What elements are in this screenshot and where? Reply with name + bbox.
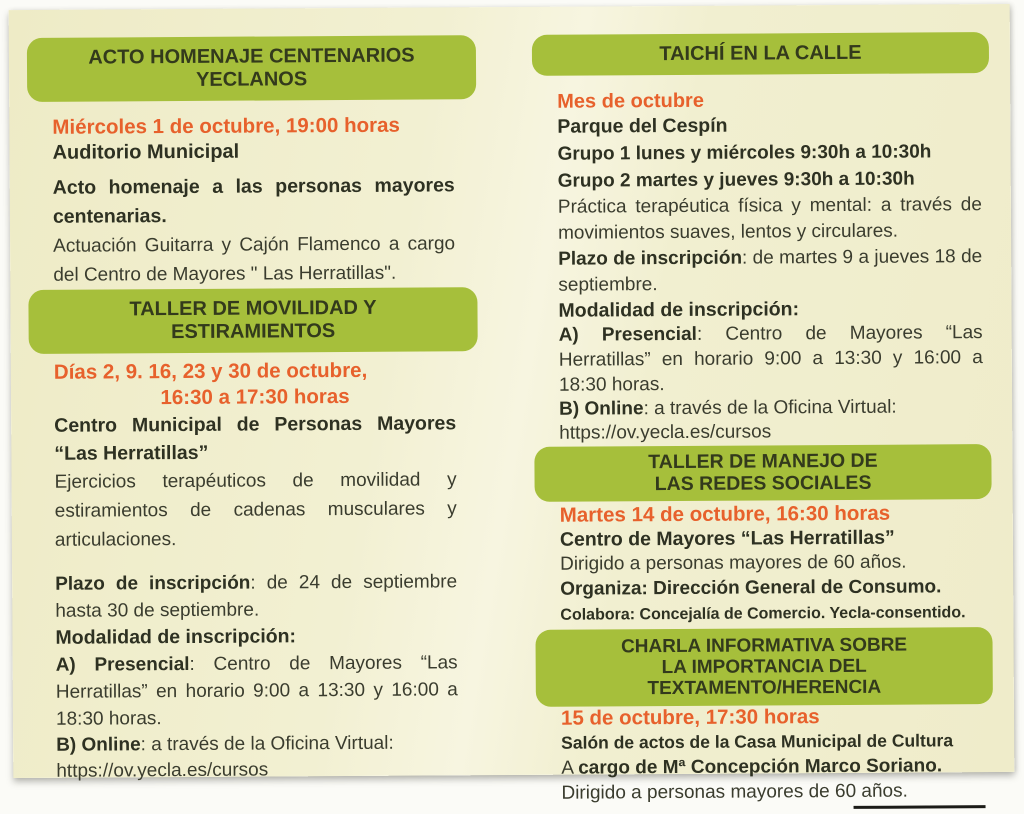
redes-location: Centro de Mayores “Las Herratillas” [559, 526, 895, 551]
left-column [27, 7, 481, 784]
section-header-taller-movilidad [28, 287, 477, 354]
redes-organiza: Organiza: Dirección General de Consumo. [560, 576, 942, 600]
charla-location: Salón de actos de la Casa Municipal de Cultura [561, 730, 954, 753]
taller-option-a-text: : Centro de Mayores “Las Herratillas” en horario 9:00 a 13:30 y 16:00 a 18:30 horas. [55, 652, 458, 730]
taller-option-a [31, 649, 480, 733]
header-line: TALLER DE MOVILIDAD Y [129, 296, 377, 321]
taichi-url: https://ov.yecla.es/cursos [559, 421, 772, 444]
header-line: YECLANOS [195, 68, 308, 91]
taichi-option-b-text: : a través de la Oficina Virtual: [643, 396, 897, 420]
taller-url: https://ov.yecla.es/cursos [56, 759, 269, 782]
section-header-acto-homenaje [27, 35, 476, 102]
taichi-option-a [534, 320, 991, 398]
charla-speaker [536, 753, 993, 781]
header-line: CHARLA INFORMATIVA SOBRE [620, 634, 908, 658]
taichi-description: Práctica terapéutica física y mental: a través de movimientos suaves, lentos y circulares. [557, 194, 982, 244]
redes-colabora: Colabora: Concejalía de Comercio. Yecla-consentido. [560, 604, 966, 624]
taichi-option-b [534, 395, 991, 422]
section-header-taichi [532, 32, 989, 76]
flyer-page [9, 4, 1015, 804]
taichi-group2: Grupo 2 martes y jueves 9:30h a 10:30h [557, 168, 915, 192]
taller-location: Centro Municipal de Personas Mayores “Las Herratillas” [54, 412, 457, 465]
taichi-plazo-label: Plazo de inscripción [558, 247, 743, 270]
taller-date-line1: Días 2, 9. 16, 23 y 30 de octubre, [53, 358, 368, 384]
charla-audience: Dirigido a personas mayores de 60 años. [561, 780, 908, 804]
header-line: TALLER DE MANEJO DE [648, 449, 878, 474]
taller-plazo-label: Plazo de inscripción [55, 572, 251, 595]
taller-option-b-label: B) Online [56, 734, 141, 756]
taller-option-a-label: A) Presencial [55, 653, 190, 676]
header-line: ACTO HOMENAJE CENTENARIOS [88, 44, 415, 69]
header-line: LA IMPORTANCIA DEL [661, 655, 867, 679]
header-line: LAS REDES SOCIALES [654, 471, 872, 495]
taichi-month: Mes de octubre [557, 89, 705, 113]
taichi-option-a-label: A) Presencial [558, 323, 697, 346]
charla-speaker-name: cargo de Mª Concepción Marco Soriano. [578, 755, 943, 779]
taichi-option-b-label: B) Online [559, 398, 644, 420]
redes-date: Martes 14 de octubre, 16:30 horas [559, 501, 891, 527]
header-line: TEXTAMENTO/HERENCIA [647, 676, 882, 700]
acto-summary: Acto homenaje a las personas mayores centenarias. [52, 174, 455, 228]
taichi-location: Parque del Cespín [557, 114, 728, 138]
redes-audience: Dirigido a personas mayores de 60 años. [559, 551, 907, 575]
taller-plazo-text: : de 24 de septiembre hasta 30 de septiembre. [55, 571, 458, 622]
right-column [532, 4, 994, 811]
acto-details: Actuación Guitarra y Cajón Flamenco a cargo del Centro de Mayores " Las Herratillas". [53, 233, 456, 286]
taller-plazo [30, 568, 479, 625]
charla-date: 15 de octubre, 17:30 horas [560, 705, 820, 730]
signature-line [854, 805, 986, 809]
section-header-charla-informativa [535, 627, 992, 707]
header-line: TAICHÍ EN LA CALLE [659, 41, 862, 66]
taichi-group1: Grupo 1 lunes y miércoles 9:30h a 10:30h [557, 141, 932, 165]
taichi-plazo [533, 244, 990, 299]
taller-date-line2: 16:30 a 17:30 horas [160, 384, 350, 410]
charla-speaker-prefix: A [561, 757, 573, 779]
acto-date: Miércoles 1 de octubre, 19:00 horas [52, 113, 400, 139]
acto-location: Auditorio Municipal [52, 140, 240, 164]
section-header-redes-sociales [534, 444, 991, 502]
header-line: ESTIRAMIENTOS [171, 320, 336, 344]
taichi-plazo-text: : de martes 9 a jueves 18 de septiembre. [558, 246, 983, 296]
taller-modalidad-heading: Modalidad de inscripción: [55, 625, 297, 649]
taller-option-b-text: : a través de la Oficina Virtual: [140, 732, 394, 756]
taichi-modalidad-heading: Modalidad de inscripción: [558, 298, 800, 322]
taller-option-b [31, 730, 480, 759]
taller-description: Ejercicios terapéuticos de movilidad y estiramientos de cadenas musculares y articulaciones. [54, 469, 457, 551]
taichi-option-a-text: : Centro de Mayores “Las Herratillas” en horario 9:00 a 13:30 y 16:00 a 18:30 horas. [558, 322, 983, 396]
